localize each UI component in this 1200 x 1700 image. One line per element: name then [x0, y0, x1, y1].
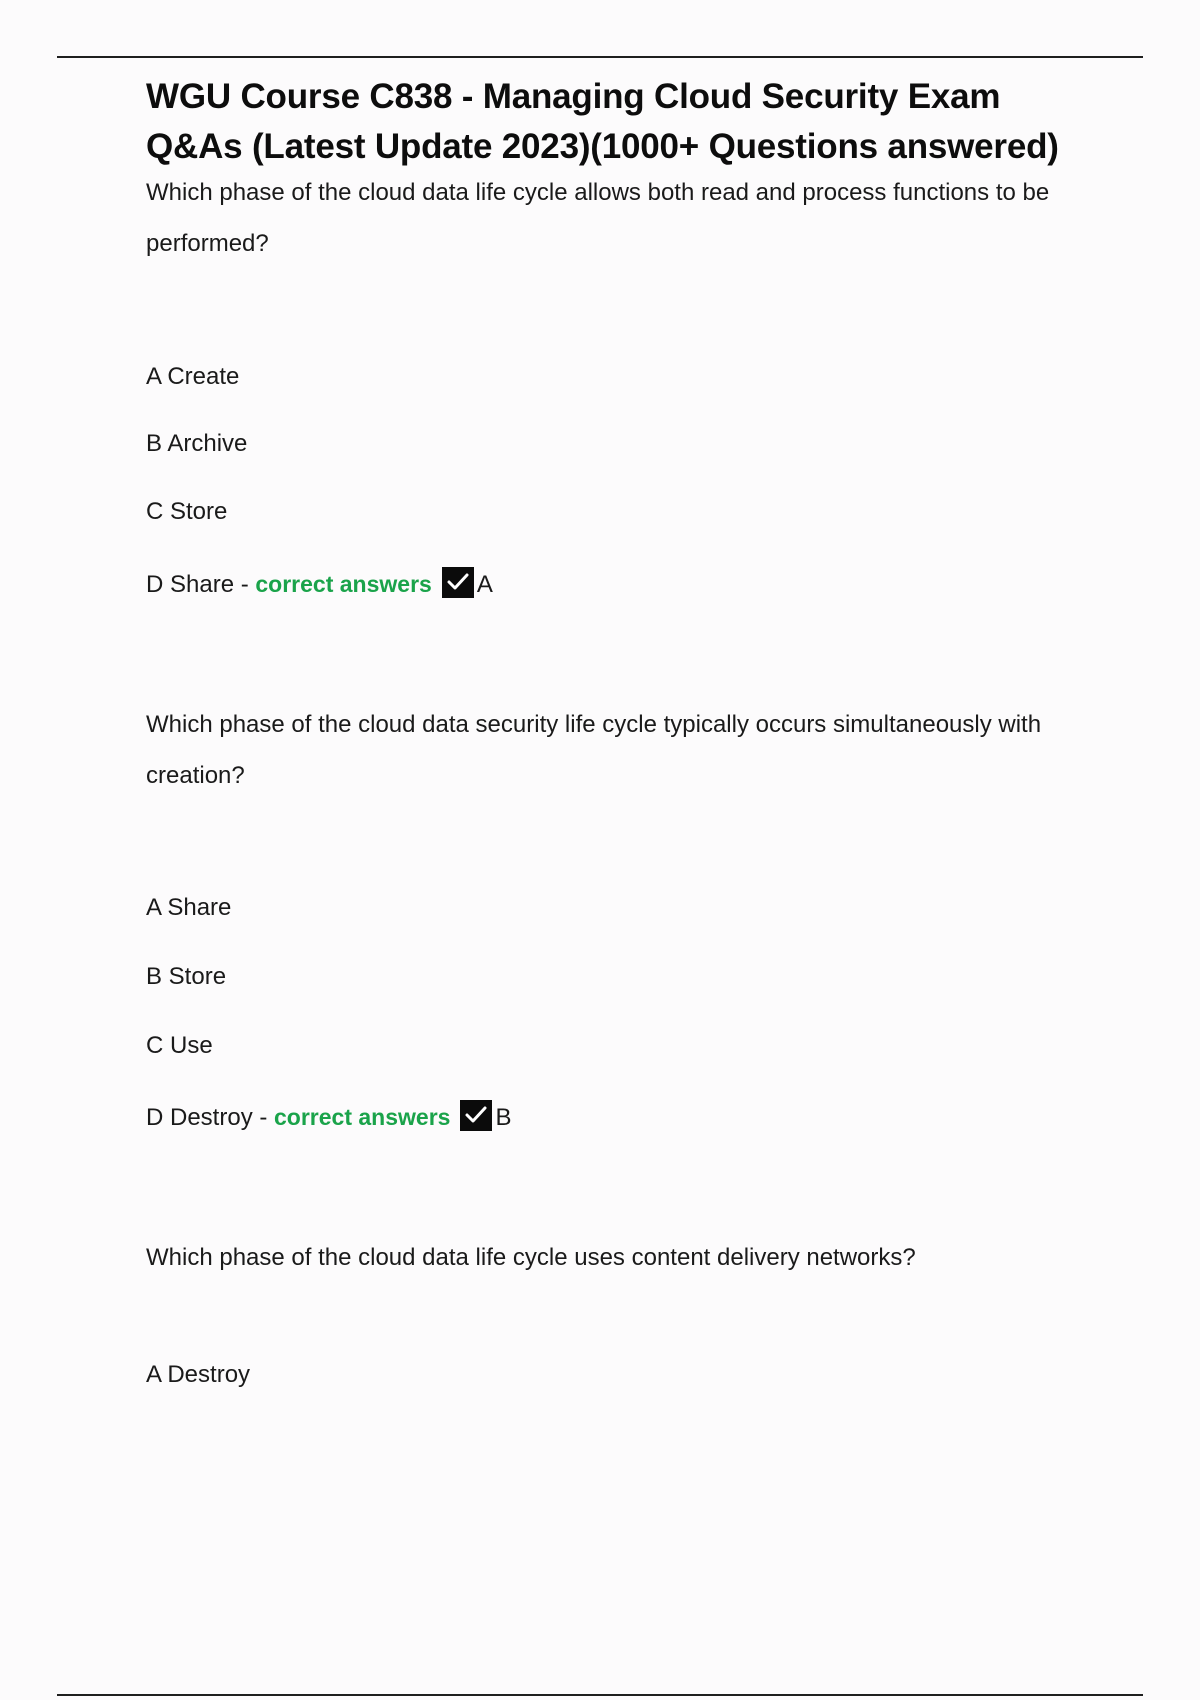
question-1-option-b: B Archive — [146, 430, 248, 457]
question-3-option-a: A Destroy — [146, 1361, 251, 1388]
question-2-separator: - — [252, 1104, 275, 1131]
question-2-option-a: A Share — [146, 894, 232, 921]
top-rule — [57, 56, 1143, 58]
question-1-answer: A — [476, 571, 493, 598]
question-2-option-d: D Destroy — [146, 1104, 253, 1131]
question-2-answer: B — [495, 1104, 512, 1131]
question-1-correct-label: correct answers — [255, 571, 432, 597]
bottom-rule — [57, 1694, 1143, 1696]
question-3-text: Which phase of the cloud data life cycle uses content delivery networks? — [146, 1244, 916, 1271]
question-1-option-d: D Share — [146, 571, 235, 598]
document-title: WGU Course C838 - Managing Cloud Security Exam Q&As (Latest Update 2023)(1000+ Questions answered) — [146, 77, 1059, 166]
question-2-option-d-row — [146, 1100, 511, 1133]
question-1-separator: - — [234, 571, 256, 598]
check-box-icon — [460, 1100, 492, 1131]
question-2-option-b: B Store — [146, 963, 227, 990]
question-1-text: Which phase of the cloud data life cycle allows both read and process functions to be performed? — [146, 179, 1050, 257]
question-1-option-c: C Store — [146, 498, 228, 525]
question-2-option-c: C Use — [146, 1032, 213, 1059]
question-2-correct-label: correct answers — [274, 1104, 451, 1130]
check-box-icon — [442, 567, 474, 598]
question-2-text: Which phase of the cloud data security life cycle typically occurs simultaneously with creation? — [146, 711, 1042, 789]
question-1-option-a: A Create — [146, 363, 240, 390]
document-page — [146, 72, 1106, 1388]
question-1-option-d-row — [146, 567, 493, 600]
